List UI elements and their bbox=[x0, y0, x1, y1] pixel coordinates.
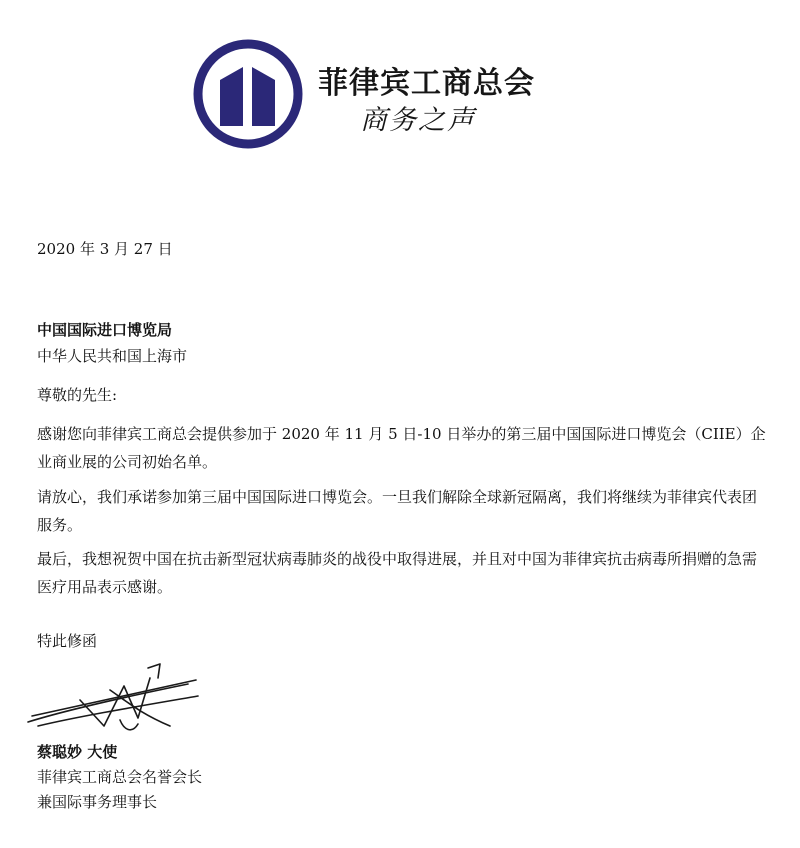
signer-block bbox=[37, 740, 202, 815]
letterhead-org-name: 菲律宾工商总会 bbox=[318, 66, 535, 101]
letter-date: 2020 年 3 月 27 日 bbox=[37, 240, 173, 258]
recipient-location: 中华人民共和国上海市 bbox=[37, 347, 188, 365]
body-paragraph: 请放心，我们承诺参加第三届中国国际进口博览会。一旦我们解除全球新冠隔离，我们将继续为菲律宾代表团服务。 bbox=[37, 488, 758, 534]
signer-name: 蔡聪妙 大使 bbox=[37, 743, 118, 761]
recipient-org: 中国国际进口博览局 bbox=[37, 321, 173, 339]
salutation: 尊敬的先生: bbox=[37, 386, 118, 404]
signer-title: 兼国际事务理事长 bbox=[37, 793, 158, 811]
body-paragraph: 感谢您向菲律宾工商总会提供参加于 2020 年 11 月 5 日-10 日举办的第三届中国国际进口博览会（CIIE）企业商业展的公司初始名单。 bbox=[37, 425, 766, 471]
signer-title: 菲律宾工商总会名誉会长 bbox=[37, 768, 203, 786]
body-paragraph: 最后，我想祝贺中国在抗击新型冠状病毒肺炎的战役中取得进展，并且对中国为菲律宾抗击病毒所捐赠的急需医疗用品表示感谢。 bbox=[37, 550, 758, 596]
closing-phrase: 特此修函 bbox=[37, 632, 98, 650]
signature-icon bbox=[20, 660, 210, 740]
letterhead-tagline: 商务之声 bbox=[360, 105, 476, 136]
chamber-logo-icon bbox=[193, 39, 303, 149]
letterhead bbox=[0, 0, 800, 170]
recipient-block bbox=[37, 317, 187, 369]
